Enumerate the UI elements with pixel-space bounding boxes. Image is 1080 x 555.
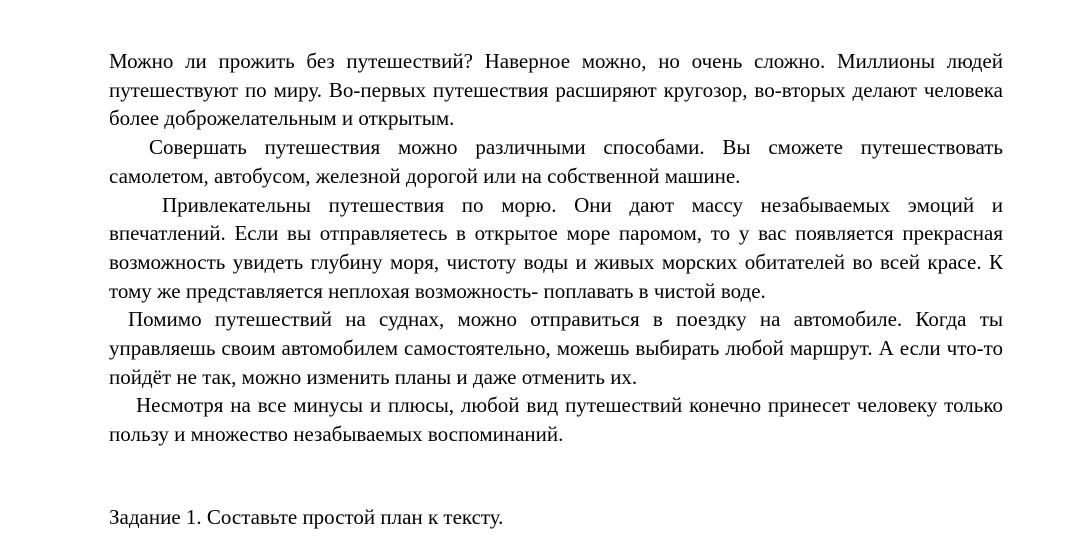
paragraph-1: Можно ли прожить без путешествий? Наверное можно, но очень сложно. Миллионы людей путешествуют по миру. Во-первых путешествия расширяют кругозор, во-вторых делают человека более доброжелательным и открытым. <box>109 49 1003 131</box>
document-body <box>109 47 1003 449</box>
paragraph-5: Несмотря на все минусы и плюсы, любой вид путешествий конечно принесет человеку только пользу и множество незабываемых воспоминаний. <box>109 393 1003 447</box>
paragraph-2: Совершать путешествия можно различными способами. Вы сможете путешествовать самолетом, автобусом, железной дорогой или на собственной машине. <box>109 135 1003 188</box>
task-heading: Задание 1. Составьте простой план к тексту. <box>109 505 504 529</box>
paragraph-4: Помимо путешествий на суднах, можно отправиться в поездку на автомобиле. Когда ты управляешь своим автомобилем самостоятельно, можешь выбирать любой маршрут. А если что-то пойдёт не так, можно изменить планы и даже отменить их. <box>109 307 1003 389</box>
paragraph-3: Привлекательны путешествия по морю. Они дают массу незабываемых эмоций и впечатлений. Если вы отправляетесь в открытое море паромом, то у вас появляется прекрасная возможность увидеть глубину моря, чистоту воды и живых морских обитателей во всей красе. К тому же представляется неплохая возможность- поплавать в чистой воде. <box>109 192 1003 303</box>
